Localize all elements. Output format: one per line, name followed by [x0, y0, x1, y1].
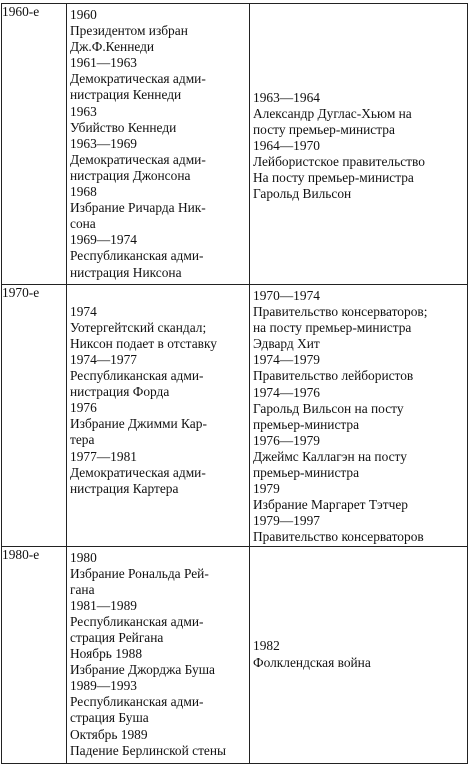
list-item: 1961—1963	[70, 55, 137, 71]
list-item: тера	[70, 432, 95, 448]
list-item: 1980	[70, 549, 97, 565]
list-item: Александр Дуглас-Хьюм на	[253, 105, 412, 121]
list-item: 1964—1970	[253, 137, 320, 153]
decade-label: 1970-е	[2, 285, 40, 300]
list-item: нистрация Джонсона	[70, 167, 191, 183]
list-item: нистрация Никсона	[70, 264, 182, 280]
list-item: 1969—1974	[70, 232, 137, 248]
list-item: Падение Берлинской стены	[70, 742, 227, 758]
list-item: Республиканская адми-	[70, 368, 204, 384]
us-events-cell	[67, 285, 250, 547]
list-item: Октябрь 1989	[70, 726, 148, 742]
list-item: 1970—1974	[253, 288, 320, 303]
list-item: Республиканская адми-	[70, 248, 204, 264]
table-row-1980s	[2, 546, 468, 763]
list-item: страция Буша	[70, 710, 149, 726]
list-item: Уотергейтский скандал;	[70, 319, 207, 335]
list-item: на посту премьер-министра	[253, 320, 412, 336]
list-item: На посту премьер-министра	[253, 170, 414, 186]
list-item: нистрация Форда	[70, 384, 170, 400]
list-item: 1976	[70, 400, 97, 416]
uk-events-cell	[250, 285, 468, 547]
list-item: 1974—1979	[253, 352, 320, 368]
list-item: Лейбористское правительство	[253, 154, 425, 170]
list-item: 1974—1977	[70, 351, 137, 367]
list-item: гана	[70, 581, 95, 597]
list-item: 1963—1964	[253, 89, 320, 105]
list-item: 1989—1993	[70, 678, 137, 694]
list-item: Избрание Джимми Кар-	[70, 416, 207, 432]
list-item: премьер-министра	[253, 416, 360, 432]
list-item: Правительство лейбористов	[253, 368, 414, 384]
uk-events-list	[250, 638, 467, 670]
list-item: Гарольд Вильсон на посту	[253, 400, 404, 416]
list-item: 1982	[253, 638, 280, 654]
decade-cell	[2, 4, 67, 285]
list-item: 1976—1979	[253, 432, 320, 448]
list-item: Избрание Ричарда Ник-	[70, 200, 206, 216]
list-item: 1974	[70, 303, 97, 319]
list-item: 1979—1997	[253, 513, 320, 529]
list-item: 1968	[70, 184, 97, 200]
list-item: Эдвард Хит	[253, 336, 320, 352]
list-item: Демократическая адми-	[70, 151, 206, 167]
list-item: Республиканская адми-	[70, 694, 204, 710]
list-item: Правительство консерваторов;	[253, 304, 428, 320]
list-item: Гарольд Вильсон	[253, 186, 352, 202]
list-item: Президентом избран	[70, 23, 188, 39]
list-item: нистрация Кеннеди	[70, 87, 182, 103]
list-item: 1974—1976	[253, 384, 320, 400]
table-row-1960s	[2, 4, 468, 285]
list-item: Джеймс Каллагэн на посту	[253, 448, 407, 464]
list-item: посту премьер-министра	[253, 121, 395, 137]
list-item: нистрация Картера	[70, 480, 179, 496]
decade-label: 1960-е	[2, 4, 40, 19]
list-item: Демократическая адми-	[70, 464, 206, 480]
us-events-cell	[67, 4, 250, 285]
list-item: Ноябрь 1988	[70, 646, 143, 662]
list-item: Правительство консерваторов	[253, 529, 424, 545]
us-events-list	[67, 547, 249, 759]
decade-label: 1980-е	[2, 546, 40, 562]
list-item: Фолклендская война	[253, 654, 371, 670]
list-item: 1963—1969	[70, 135, 137, 151]
table-row-1970s	[2, 285, 468, 547]
list-item: 1979	[253, 481, 280, 497]
list-item: 1963	[70, 103, 97, 119]
decade-cell	[2, 285, 67, 547]
us-events-cell	[67, 546, 250, 763]
uk-events-list	[250, 86, 467, 203]
uk-events-cell	[250, 546, 468, 763]
list-item: 1960	[70, 7, 97, 22]
list-item: Республиканская адми-	[70, 613, 204, 629]
uk-events-cell	[250, 4, 468, 285]
list-item: 1981—1989	[70, 597, 137, 613]
list-item: Избрание Джорджа Буша	[70, 662, 215, 678]
list-item: премьер-министра	[253, 465, 360, 481]
us-events-list	[67, 304, 249, 527]
list-item: Дж.Ф.Кеннеди	[70, 39, 155, 55]
uk-events-list	[250, 285, 467, 546]
list-item: Убийство Кеннеди	[70, 119, 177, 135]
list-item: Избрание Маргарет Тэтчер	[253, 497, 409, 513]
list-item: Демократическая адми-	[70, 71, 206, 87]
list-item: страция Рейгана	[70, 629, 164, 645]
decade-cell	[2, 546, 67, 763]
list-item: Избрание Рональда Рей-	[70, 565, 209, 581]
list-item: 1977—1981	[70, 448, 137, 464]
us-events-list	[67, 4, 249, 281]
list-item: сона	[70, 216, 96, 232]
chronology-table	[1, 3, 468, 764]
list-item: Никсон подает в отставку	[70, 335, 217, 351]
